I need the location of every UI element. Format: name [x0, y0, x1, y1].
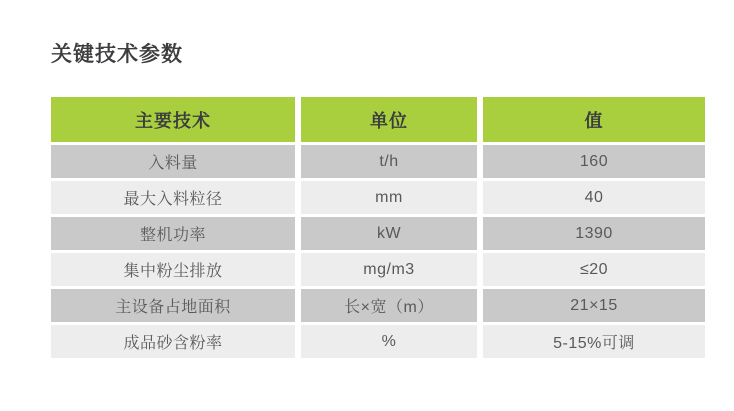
- param-name-cell: 整机功率: [51, 217, 295, 250]
- param-value-cell: 21×15: [483, 289, 705, 322]
- column-header-unit: 单位: [301, 97, 477, 142]
- param-unit-cell: mm: [301, 181, 477, 214]
- param-value-cell: 5-15%可调: [483, 325, 705, 358]
- param-unit-cell: kW: [301, 217, 477, 250]
- column-header-value: 值: [483, 97, 705, 142]
- param-value-cell: 160: [483, 145, 705, 178]
- param-value-cell: 40: [483, 181, 705, 214]
- param-name-cell: 入料量: [51, 145, 295, 178]
- param-value-cell: 1390: [483, 217, 705, 250]
- param-unit-cell: 长×宽（m）: [301, 289, 477, 322]
- param-name-cell: 主设备占地面积: [51, 289, 295, 322]
- param-unit-cell: t/h: [301, 145, 477, 178]
- column-header-main-tech: 主要技术: [51, 97, 295, 142]
- parameters-table: [51, 97, 705, 358]
- param-unit-cell: mg/m3: [301, 253, 477, 286]
- param-name-cell: 成品砂含粉率: [51, 325, 295, 358]
- param-name-cell: 集中粉尘排放: [51, 253, 295, 286]
- param-unit-cell: %: [301, 325, 477, 358]
- page-title: 关键技术参数: [51, 43, 183, 66]
- param-value-cell: ≤20: [483, 253, 705, 286]
- param-name-cell: 最大入料粒径: [51, 181, 295, 214]
